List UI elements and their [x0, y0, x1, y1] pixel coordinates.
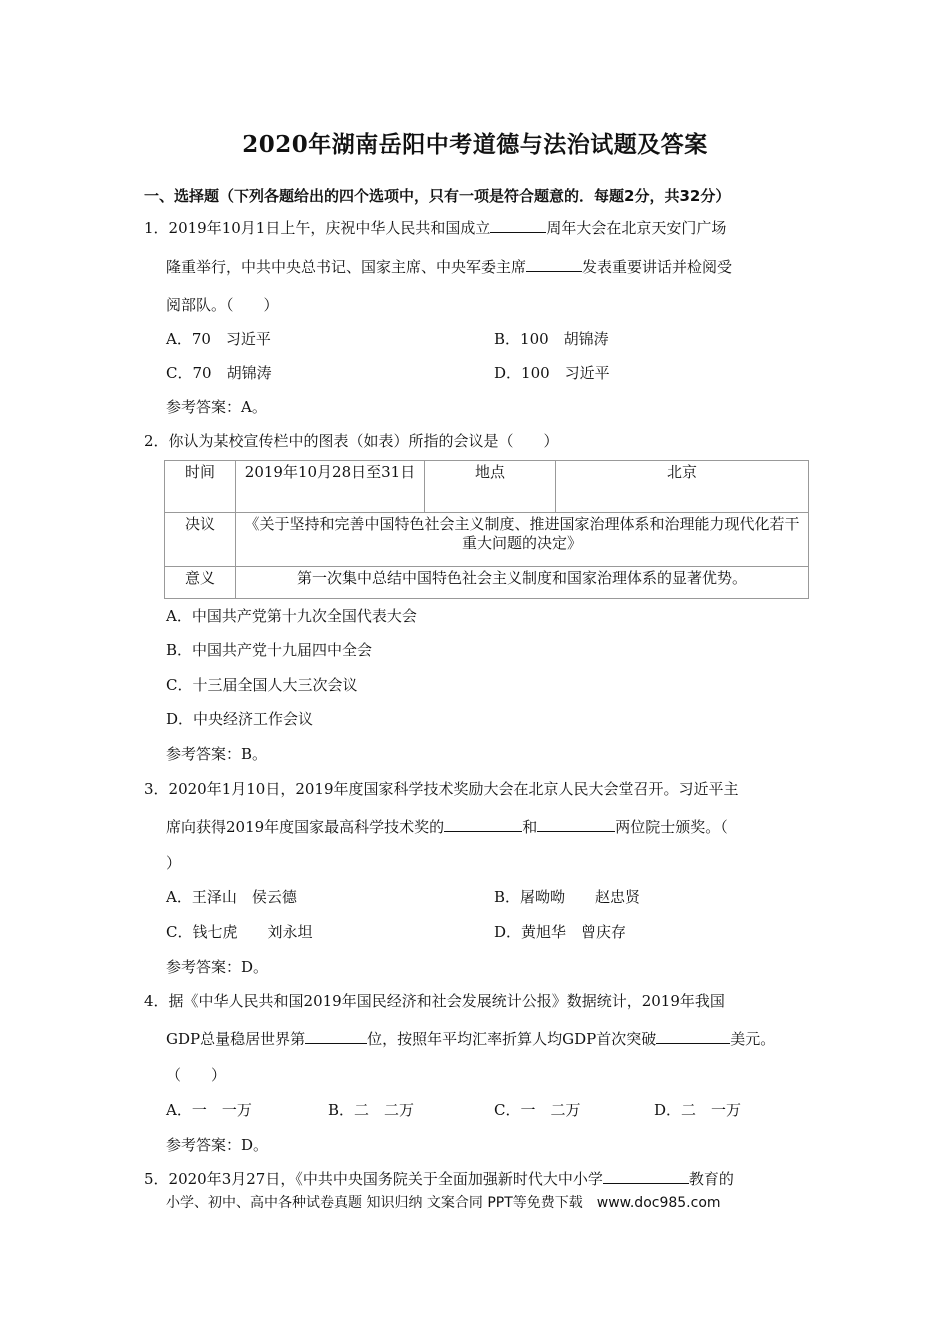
q2-option-b: B．中国共产党十九届四中全会 — [166, 641, 373, 659]
q3-line-2 — [166, 816, 728, 837]
q4-line-2 — [166, 1028, 775, 1049]
q3-text-2c: 两位院士颁奖。（ — [615, 818, 728, 836]
q3-blank-1 — [444, 817, 522, 832]
q1-text-2a: 隆重举行，中共中央总书记、国家主席、中央军委主席 — [166, 258, 527, 276]
table-value-meaning: 第一次集中总结中国特色社会主义制度和国家治理体系的显著优势。 — [236, 567, 809, 599]
meeting-info-table — [164, 460, 809, 599]
q3-line-3: ） — [166, 854, 182, 872]
q1-option-c: C．70 胡锦涛 — [166, 364, 272, 382]
q4-blank-1 — [305, 1029, 367, 1044]
q1-line-2 — [166, 256, 732, 277]
q2-option-c: C．十三届全国人大三次会议 — [166, 676, 358, 694]
q3-option-d: D．黄旭华 曾庆存 — [494, 923, 627, 941]
q1-option-b: B．100 胡锦涛 — [494, 330, 609, 348]
q4-option-c: C．一 二万 — [494, 1101, 581, 1119]
q4-line-3: （ ） — [166, 1066, 227, 1084]
q1-blank-1 — [490, 218, 546, 233]
page-title: 2020年湖南岳阳中考道德与法治试题及答案 — [242, 131, 708, 158]
q4-blank-2 — [656, 1029, 730, 1044]
q1-option-d: D．100 习近平 — [494, 364, 610, 382]
table-value-time: 2019年10月28日至31日 — [236, 461, 425, 513]
q3-blank-2 — [537, 817, 615, 832]
q3-line-1: 3．2020年1月10日，2019年度国家科学技术奖励大会在北京人民大会堂召开。习近平主 — [144, 780, 739, 798]
section-header: 一、选择题（下列各题给出的四个选项中，只有一项是符合题意的．每题2分，共32分） — [144, 187, 731, 205]
q5-blank-1 — [603, 1169, 689, 1184]
q3-text-2a: 席向获得2019年度国家最高科学技术奖的 — [166, 818, 445, 836]
q4-option-b: B．二 二万 — [328, 1101, 415, 1119]
q5-text-1b: 教育的 — [688, 1170, 734, 1188]
q4-answer: 参考答案：D。 — [166, 1136, 269, 1154]
table-label-place: 地点 — [425, 461, 556, 513]
q3-option-a: A．王泽山 侯云德 — [166, 888, 297, 906]
q1-option-a: A．70 习近平 — [166, 330, 271, 348]
q1-text-2b: 发表重要讲话并检阅受 — [582, 258, 733, 276]
q3-text-2b: 和 — [522, 818, 538, 836]
q2-option-a: A．中国共产党第十九次全国代表大会 — [166, 607, 417, 625]
q5-text-1a: 5．2020年3月27日，《中共中央国务院关于全面加强新时代大中小学 — [144, 1170, 603, 1188]
footer-watermark: 小学、初中、高中各种试卷真题 知识归纳 文案合同 PPT等免费下载 www.doc985.com — [166, 1195, 721, 1211]
q4-text-2c: 美元。 — [730, 1030, 776, 1048]
table-label-meaning: 意义 — [165, 567, 236, 599]
q1-line-3: 阅部队。（ ） — [166, 296, 279, 314]
q4-line-1: 4．据《中华人民共和国2019年国民经济和社会发展统计公报》数据统计，2019年我国 — [144, 992, 725, 1010]
table-value-place: 北京 — [556, 461, 809, 513]
table-value-resolution: 《关于坚持和完善中国特色社会主义制度、推进国家治理体系和治理能力现代化若干重大问题的决定》 — [236, 513, 809, 567]
q3-answer: 参考答案：D。 — [166, 958, 269, 976]
table-label-resolution: 决议 — [165, 513, 236, 567]
q1-line-1 — [144, 217, 726, 238]
q1-text-1b: 周年大会在北京天安门广场 — [546, 219, 727, 237]
q5-line-1 — [144, 1168, 734, 1189]
q1-answer: 参考答案：A。 — [166, 398, 267, 416]
q1-text-1a: 1．2019年10月1日上午，庆祝中华人民共和国成立 — [144, 219, 491, 237]
q2-option-d: D．中央经济工作会议 — [166, 710, 314, 728]
q1-blank-2 — [526, 257, 582, 272]
q4-text-2b: 位，按照年平均汇率折算人均GDP首次突破 — [367, 1030, 657, 1048]
q3-option-c: C．钱七虎 刘永坦 — [166, 923, 313, 941]
q4-text-2a: GDP总量稳居世界第 — [166, 1030, 306, 1048]
table-label-time: 时间 — [165, 461, 236, 513]
q2-answer: 参考答案：B。 — [166, 745, 268, 763]
q4-option-a: A．一 一万 — [166, 1101, 252, 1119]
q3-option-b: B．屠呦呦 赵忠贤 — [494, 888, 641, 906]
q4-option-d: D．二 一万 — [654, 1101, 742, 1119]
q2-stem: 2．你认为某校宣传栏中的图表（如表）所指的会议是（ ） — [144, 432, 559, 450]
